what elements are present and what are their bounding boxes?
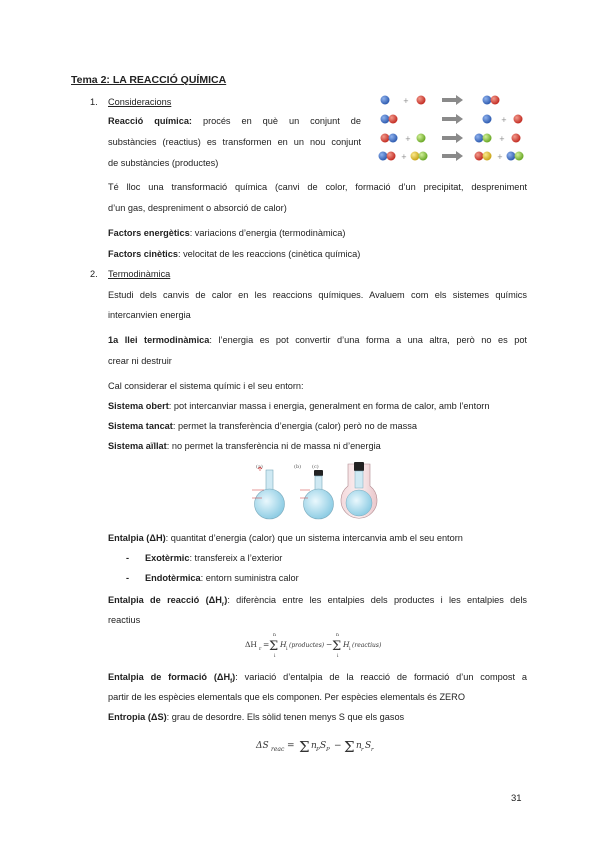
exothermic-text: : transfereix a l’exterior xyxy=(189,553,283,563)
atom-b xyxy=(491,96,500,105)
reaction-enthalpy-text: : diferència entre les entalpies dels productes i les entalpies dels xyxy=(227,595,528,605)
section-2-heading: Termodinàmica xyxy=(108,269,171,279)
section-1-heading: Consideracions xyxy=(108,97,172,107)
sum-icon: Σ xyxy=(332,639,342,654)
enthalpy-line xyxy=(108,532,463,545)
atom-b xyxy=(389,115,398,124)
endothermic-text: : entorn suministra calor xyxy=(200,573,299,583)
kinetics-line xyxy=(108,248,360,261)
atom-c xyxy=(483,134,492,143)
formula-minus: − xyxy=(326,640,333,649)
arrow-icon xyxy=(442,151,463,161)
formula-lhs: ΔS xyxy=(256,741,269,751)
reaccio-line-1 xyxy=(108,115,361,128)
isolated-system-text: : no permet la transferència ni de massa ni d’energia xyxy=(166,441,381,451)
open-system-line xyxy=(108,400,489,413)
open-system-term: Sistema obert xyxy=(108,401,169,411)
transform-line-2: d’un gas, despreniment o absorció de calor) xyxy=(108,203,287,213)
entropy-formula xyxy=(255,733,381,757)
atom-b xyxy=(387,152,396,161)
formation-enthalpy-term xyxy=(108,672,236,685)
energetics-text: : variacions d’energia (termodinàmica) xyxy=(189,228,346,238)
isolated-system-flask xyxy=(341,462,377,518)
formula-term-2-arg: (reactius) xyxy=(352,642,382,649)
reaction-row-double-replacement xyxy=(379,151,524,161)
formula-term-1-arg: (productes) xyxy=(289,642,325,649)
reaction-enthalpy-term xyxy=(108,595,228,608)
atom-b xyxy=(512,134,521,143)
sum-upper-limit: n xyxy=(273,633,276,638)
section-1-number: 1. xyxy=(90,97,98,107)
reaction-enthalpy-formula xyxy=(244,630,388,660)
flask-body xyxy=(255,489,285,519)
plus-sign: + xyxy=(501,116,507,124)
sum-upper-limit: n xyxy=(336,633,339,638)
sum-icon: Σ xyxy=(269,639,279,654)
isolated-system-line xyxy=(108,440,381,453)
entropy-line xyxy=(108,711,404,724)
flask-neck xyxy=(315,476,322,490)
open-system-text: : pot intercanviar massa i energia, generalment en forma de calor, amb l’entorn xyxy=(168,401,490,411)
formula-term-2b-sub: r xyxy=(371,747,374,753)
atom-c xyxy=(483,152,492,161)
stopper xyxy=(314,470,323,476)
atom-a xyxy=(483,115,492,124)
flask-label-c: (c) xyxy=(312,464,319,470)
formula-term-1: H xyxy=(280,640,287,649)
atom-a xyxy=(389,134,398,143)
closed-system-flask xyxy=(294,463,334,519)
sum-icon: Σ xyxy=(299,738,310,756)
formula-term-1-sub: P xyxy=(316,747,320,753)
atom-a xyxy=(507,152,516,161)
formula-minus: − xyxy=(334,741,342,751)
plus-sign: + xyxy=(403,97,409,105)
bullet-dash: - xyxy=(126,573,130,583)
first-law-term: 1a llei termodinàmica xyxy=(108,335,210,345)
isolated-system-term: Sistema aïllat xyxy=(108,441,167,451)
reaccio-term: Reacció química: xyxy=(108,116,192,126)
closed-system-term: Sistema tancat xyxy=(108,421,173,431)
plus-sign: + xyxy=(497,153,503,161)
consider-line: Cal considerar el sistema químic i el seu entorn: xyxy=(108,381,304,391)
formula-term-1b-sub: P xyxy=(326,747,330,753)
formation-enthalpy-paren: ) xyxy=(232,672,236,682)
formula-term-2-sub: i xyxy=(349,646,351,652)
endothermic-term: Endotèrmica xyxy=(145,573,201,583)
first-law-text: : l’energia es pot convertir d’una forma a una altra, però no es pot xyxy=(209,335,527,345)
entropy-text: : grau de desordre. Els sòlid tenen menys S que els gasos xyxy=(166,712,405,722)
kinetics-term: Factors cinètics xyxy=(108,249,178,259)
formation-enthalpy-line-1 xyxy=(108,671,527,689)
atom-c xyxy=(411,152,420,161)
sum-lower-limit: i xyxy=(274,654,276,659)
section-2-number: 2. xyxy=(90,269,98,279)
thermo-intro-line-2: intercanvien energia xyxy=(108,310,191,320)
thermo-intro-line-1: Estudi dels canvis de calor en les reaccions químiques. Avaluem com els sistemes químics xyxy=(108,290,527,300)
formation-enthalpy-text: : variació d’entalpia de la reacció de formació d’un compost a xyxy=(235,672,527,682)
plus-sign: + xyxy=(405,135,411,143)
atom-b xyxy=(514,115,523,124)
flask-body xyxy=(346,490,372,516)
reaction-enthalpy-subscript: r xyxy=(221,601,225,608)
open-system-flask xyxy=(252,463,285,519)
atom-b xyxy=(417,96,426,105)
first-law-line-1 xyxy=(108,334,527,347)
closed-system-text: : permet la transferència d’energia (calor) però no de massa xyxy=(172,421,417,431)
formula-term-2-sub: r xyxy=(361,747,364,753)
formula-term-1-sub: i xyxy=(286,646,288,652)
energetics-line xyxy=(108,227,345,240)
atom-a xyxy=(381,96,390,105)
reaction-enthalpy-line-2: reactius xyxy=(108,615,141,625)
flask-neck xyxy=(266,470,273,490)
enthalpy-term: Entalpia (ΔH) xyxy=(108,533,166,543)
exothermic-term: Exotèrmic xyxy=(145,553,190,563)
atom-a xyxy=(379,152,388,161)
entropy-term: Entropia (ΔS) xyxy=(108,712,167,722)
formula-term-2: n xyxy=(356,741,362,751)
atom-a xyxy=(483,96,492,105)
closed-system-line xyxy=(108,420,417,433)
formula-lhs-sub: reac xyxy=(271,746,285,753)
energetics-term: Factors energètics xyxy=(108,228,190,238)
reaction-enthalpy-line-1 xyxy=(108,594,527,612)
formula-term-1: n xyxy=(311,741,317,751)
sum-lower-limit: i xyxy=(337,654,339,659)
atom-b xyxy=(381,134,390,143)
atom-a xyxy=(381,115,390,124)
formation-enthalpy-line-2: partir de les espècies elementals que els componen. Per espècies elementals és ZERO xyxy=(108,692,465,702)
page-number: 31 xyxy=(511,793,522,804)
stopper xyxy=(354,462,364,471)
flask-body xyxy=(304,489,334,519)
reaction-row-single-replacement xyxy=(381,133,521,143)
formula-lhs: ΔH xyxy=(245,640,257,649)
reaccio-text-1: procés en què un conjunt de xyxy=(202,116,361,126)
reaction-types-diagram xyxy=(375,92,530,164)
enthalpy-text: : quantitat d’energia (calor) que un sistema intercanvia amb el seu entorn xyxy=(165,533,463,543)
reaccio-line-3: de substàncies (productes) xyxy=(108,158,219,168)
formation-enthalpy-term-text: Entalpia de formació (ΔH xyxy=(108,672,231,682)
exothermic-line xyxy=(145,552,282,565)
arrow-icon xyxy=(442,133,463,143)
atom-b xyxy=(475,152,484,161)
sum-icon: Σ xyxy=(344,738,355,756)
transform-line-1: Té lloc una transformació química (canvi de color, formació d’un precipitat, despreniment xyxy=(108,182,527,192)
formation-enthalpy-subscript: f xyxy=(230,678,233,685)
reaction-row-synthesis xyxy=(381,95,500,105)
formula-term-2b: S xyxy=(365,741,372,751)
page-title: Tema 2: LA REACCIÓ QUÍMICA xyxy=(71,74,227,86)
reaction-row-decomposition xyxy=(381,114,523,124)
first-law-line-2: crear ni destruir xyxy=(108,356,172,366)
atom-a xyxy=(475,134,484,143)
formula-term-2: H xyxy=(343,640,350,649)
thermo-systems-flasks-diagram xyxy=(250,460,384,522)
reaccio-line-2: substàncies (reactius) es transformen en un nou conjunt xyxy=(108,137,361,147)
flask-label-b: (b) xyxy=(294,464,302,470)
bullet-dash: - xyxy=(126,553,130,563)
arrow-icon xyxy=(442,114,463,124)
kinetics-text: : velocitat de les reaccions (cinètica química) xyxy=(177,249,361,259)
formula-lhs-sub: r xyxy=(259,646,262,652)
reaction-enthalpy-paren: ) xyxy=(224,595,228,605)
plus-sign: + xyxy=(401,153,407,161)
atom-d xyxy=(515,152,524,161)
atom-c xyxy=(417,134,426,143)
flask-label-a: (a) xyxy=(256,464,263,470)
atom-d xyxy=(419,152,428,161)
plus-sign: + xyxy=(499,135,505,143)
endothermic-line xyxy=(145,572,299,585)
flask-neck xyxy=(355,471,363,488)
arrow-icon xyxy=(442,95,463,105)
formula-equals: = xyxy=(263,640,270,649)
formula-equals: = xyxy=(287,741,295,751)
formula-term-1b: S xyxy=(320,741,327,751)
reaction-enthalpy-term-text: Entalpia de reacció (ΔH xyxy=(108,595,222,605)
